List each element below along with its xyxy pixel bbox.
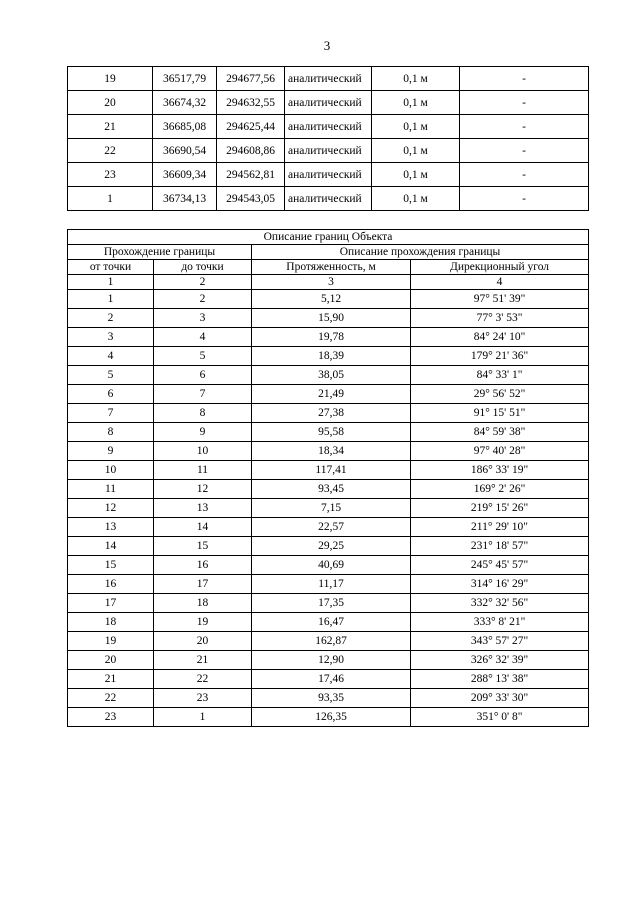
accuracy-cell: 0,1 м <box>372 139 460 163</box>
table-row <box>68 347 589 366</box>
direction-angle-cell: 351° 0' 8" <box>411 708 589 727</box>
point-number-cell: 1 <box>68 187 153 211</box>
from-point-cell: 14 <box>68 537 154 556</box>
table-row <box>68 115 589 139</box>
table-row <box>68 575 589 594</box>
direction-angle-cell: 179° 21' 36" <box>411 347 589 366</box>
direction-angle-cell: 231° 18' 57" <box>411 537 589 556</box>
to-point-cell: 15 <box>154 537 252 556</box>
from-point-cell: 8 <box>68 423 154 442</box>
direction-angle-cell: 209° 33' 30" <box>411 689 589 708</box>
to-point-cell: 7 <box>154 385 252 404</box>
from-point-cell: 13 <box>68 518 154 537</box>
length-cell: 27,38 <box>252 404 411 423</box>
table-row <box>68 328 589 347</box>
length-cell: 7,15 <box>252 499 411 518</box>
length-cell: 5,12 <box>252 290 411 309</box>
to-point-cell: 12 <box>154 480 252 499</box>
table-row <box>68 290 589 309</box>
y-coordinate-cell: 294632,55 <box>217 91 285 115</box>
x-coordinate-cell: 36674,32 <box>153 91 217 115</box>
direction-angle-cell: 332° 32' 56" <box>411 594 589 613</box>
length-cell: 16,47 <box>252 613 411 632</box>
direction-angle-cell: 97° 51' 39" <box>411 290 589 309</box>
to-point-cell: 10 <box>154 442 252 461</box>
direction-angle-cell: 97° 40' 28" <box>411 442 589 461</box>
from-point-cell: 10 <box>68 461 154 480</box>
to-point-cell: 18 <box>154 594 252 613</box>
table-row <box>68 139 589 163</box>
table-row <box>68 651 589 670</box>
table-row <box>68 423 589 442</box>
to-point-cell: 20 <box>154 632 252 651</box>
y-coordinate-cell: 294677,56 <box>217 67 285 91</box>
to-point-cell: 17 <box>154 575 252 594</box>
table-row <box>68 309 589 328</box>
direction-angle-cell: 333° 8' 21" <box>411 613 589 632</box>
note-cell: - <box>460 163 589 187</box>
length-cell: 162,87 <box>252 632 411 651</box>
y-coordinate-cell: 294625,44 <box>217 115 285 139</box>
direction-angle-cell: 91° 15' 51" <box>411 404 589 423</box>
accuracy-cell: 0,1 м <box>372 115 460 139</box>
method-cell: аналитический <box>285 67 372 91</box>
from-point-cell: 5 <box>68 366 154 385</box>
direction-angle-cell: 29° 56' 52" <box>411 385 589 404</box>
column-header-length: Протяженность, м <box>252 260 411 275</box>
length-cell: 19,78 <box>252 328 411 347</box>
from-point-cell: 12 <box>68 499 154 518</box>
length-cell: 126,35 <box>252 708 411 727</box>
table-row <box>68 537 589 556</box>
to-point-cell: 9 <box>154 423 252 442</box>
length-cell: 21,49 <box>252 385 411 404</box>
from-point-cell: 17 <box>68 594 154 613</box>
borders-description-table <box>67 229 589 727</box>
column-header-to: до точки <box>154 260 252 275</box>
table-row <box>68 632 589 651</box>
x-coordinate-cell: 36734,13 <box>153 187 217 211</box>
column-number: 2 <box>154 275 252 290</box>
from-point-cell: 9 <box>68 442 154 461</box>
to-point-cell: 22 <box>154 670 252 689</box>
column-header-row <box>68 260 589 275</box>
accuracy-cell: 0,1 м <box>372 187 460 211</box>
direction-angle-cell: 288° 13' 38" <box>411 670 589 689</box>
from-point-cell: 20 <box>68 651 154 670</box>
direction-angle-cell: 343° 57' 27" <box>411 632 589 651</box>
direction-angle-cell: 84° 33' 1" <box>411 366 589 385</box>
point-number-cell: 19 <box>68 67 153 91</box>
length-cell: 11,17 <box>252 575 411 594</box>
to-point-cell: 8 <box>154 404 252 423</box>
table-row <box>68 613 589 632</box>
from-point-cell: 1 <box>68 290 154 309</box>
from-point-cell: 22 <box>68 689 154 708</box>
to-point-cell: 14 <box>154 518 252 537</box>
note-cell: - <box>460 115 589 139</box>
to-point-cell: 23 <box>154 689 252 708</box>
length-cell: 38,05 <box>252 366 411 385</box>
group-header-description: Описание прохождения границы <box>252 245 589 260</box>
from-point-cell: 3 <box>68 328 154 347</box>
y-coordinate-cell: 294608,86 <box>217 139 285 163</box>
to-point-cell: 4 <box>154 328 252 347</box>
to-point-cell: 13 <box>154 499 252 518</box>
from-point-cell: 23 <box>68 708 154 727</box>
from-point-cell: 4 <box>68 347 154 366</box>
note-cell: - <box>460 91 589 115</box>
to-point-cell: 19 <box>154 613 252 632</box>
x-coordinate-cell: 36609,34 <box>153 163 217 187</box>
group-header-row <box>68 245 589 260</box>
point-number-cell: 22 <box>68 139 153 163</box>
length-cell: 22,57 <box>252 518 411 537</box>
to-point-cell: 16 <box>154 556 252 575</box>
column-number: 4 <box>411 275 589 290</box>
length-cell: 18,34 <box>252 442 411 461</box>
direction-angle-cell: 245° 45' 57" <box>411 556 589 575</box>
method-cell: аналитический <box>285 187 372 211</box>
length-cell: 15,90 <box>252 309 411 328</box>
table-row <box>68 689 589 708</box>
direction-angle-cell: 169° 2' 26" <box>411 480 589 499</box>
method-cell: аналитический <box>285 163 372 187</box>
note-cell: - <box>460 67 589 91</box>
column-number-row <box>68 275 589 290</box>
length-cell: 93,35 <box>252 689 411 708</box>
x-coordinate-cell: 36690,54 <box>153 139 217 163</box>
direction-angle-cell: 77° 3' 53" <box>411 309 589 328</box>
from-point-cell: 15 <box>68 556 154 575</box>
length-cell: 17,35 <box>252 594 411 613</box>
direction-angle-cell: 186° 33' 19" <box>411 461 589 480</box>
direction-angle-cell: 84° 59' 38" <box>411 423 589 442</box>
from-point-cell: 2 <box>68 309 154 328</box>
direction-angle-cell: 314° 16' 29" <box>411 575 589 594</box>
table-title: Описание границ Объекта <box>68 230 589 245</box>
from-point-cell: 7 <box>68 404 154 423</box>
note-cell: - <box>460 139 589 163</box>
table-title-row <box>68 230 589 245</box>
method-cell: аналитический <box>285 91 372 115</box>
column-header-angle: Дирекционный угол <box>411 260 589 275</box>
table-row <box>68 91 589 115</box>
table-row <box>68 385 589 404</box>
direction-angle-cell: 219° 15' 26" <box>411 499 589 518</box>
from-point-cell: 11 <box>68 480 154 499</box>
direction-angle-cell: 211° 29' 10" <box>411 518 589 537</box>
from-point-cell: 21 <box>68 670 154 689</box>
length-cell: 12,90 <box>252 651 411 670</box>
accuracy-cell: 0,1 м <box>372 163 460 187</box>
column-number: 1 <box>68 275 154 290</box>
length-cell: 117,41 <box>252 461 411 480</box>
table-row <box>68 556 589 575</box>
direction-angle-cell: 326° 32' 39" <box>411 651 589 670</box>
from-point-cell: 16 <box>68 575 154 594</box>
table-row <box>68 163 589 187</box>
method-cell: аналитический <box>285 115 372 139</box>
note-cell: - <box>460 187 589 211</box>
accuracy-cell: 0,1 м <box>372 91 460 115</box>
table-row <box>68 187 589 211</box>
y-coordinate-cell: 294562,81 <box>217 163 285 187</box>
accuracy-cell: 0,1 м <box>372 67 460 91</box>
coordinates-table <box>67 66 589 211</box>
table-row <box>68 499 589 518</box>
point-number-cell: 20 <box>68 91 153 115</box>
table-row <box>68 404 589 423</box>
from-point-cell: 19 <box>68 632 154 651</box>
point-number-cell: 21 <box>68 115 153 139</box>
table-row <box>68 708 589 727</box>
from-point-cell: 18 <box>68 613 154 632</box>
to-point-cell: 2 <box>154 290 252 309</box>
length-cell: 18,39 <box>252 347 411 366</box>
table-row <box>68 461 589 480</box>
table-row <box>68 518 589 537</box>
x-coordinate-cell: 36517,79 <box>153 67 217 91</box>
table-row <box>68 480 589 499</box>
table-row <box>68 670 589 689</box>
to-point-cell: 5 <box>154 347 252 366</box>
x-coordinate-cell: 36685,08 <box>153 115 217 139</box>
length-cell: 17,46 <box>252 670 411 689</box>
from-point-cell: 6 <box>68 385 154 404</box>
table-row <box>68 594 589 613</box>
to-point-cell: 21 <box>154 651 252 670</box>
table-row <box>68 442 589 461</box>
point-number-cell: 23 <box>68 163 153 187</box>
to-point-cell: 11 <box>154 461 252 480</box>
method-cell: аналитический <box>285 139 372 163</box>
group-header-passage: Прохождение границы <box>68 245 252 260</box>
to-point-cell: 3 <box>154 309 252 328</box>
table-row <box>68 366 589 385</box>
to-point-cell: 1 <box>154 708 252 727</box>
column-header-from: от точки <box>68 260 154 275</box>
column-number: 3 <box>252 275 411 290</box>
length-cell: 95,58 <box>252 423 411 442</box>
to-point-cell: 6 <box>154 366 252 385</box>
table-row <box>68 67 589 91</box>
direction-angle-cell: 84° 24' 10" <box>411 328 589 347</box>
length-cell: 93,45 <box>252 480 411 499</box>
page-number: 3 <box>323 38 331 53</box>
y-coordinate-cell: 294543,05 <box>217 187 285 211</box>
length-cell: 40,69 <box>252 556 411 575</box>
length-cell: 29,25 <box>252 537 411 556</box>
